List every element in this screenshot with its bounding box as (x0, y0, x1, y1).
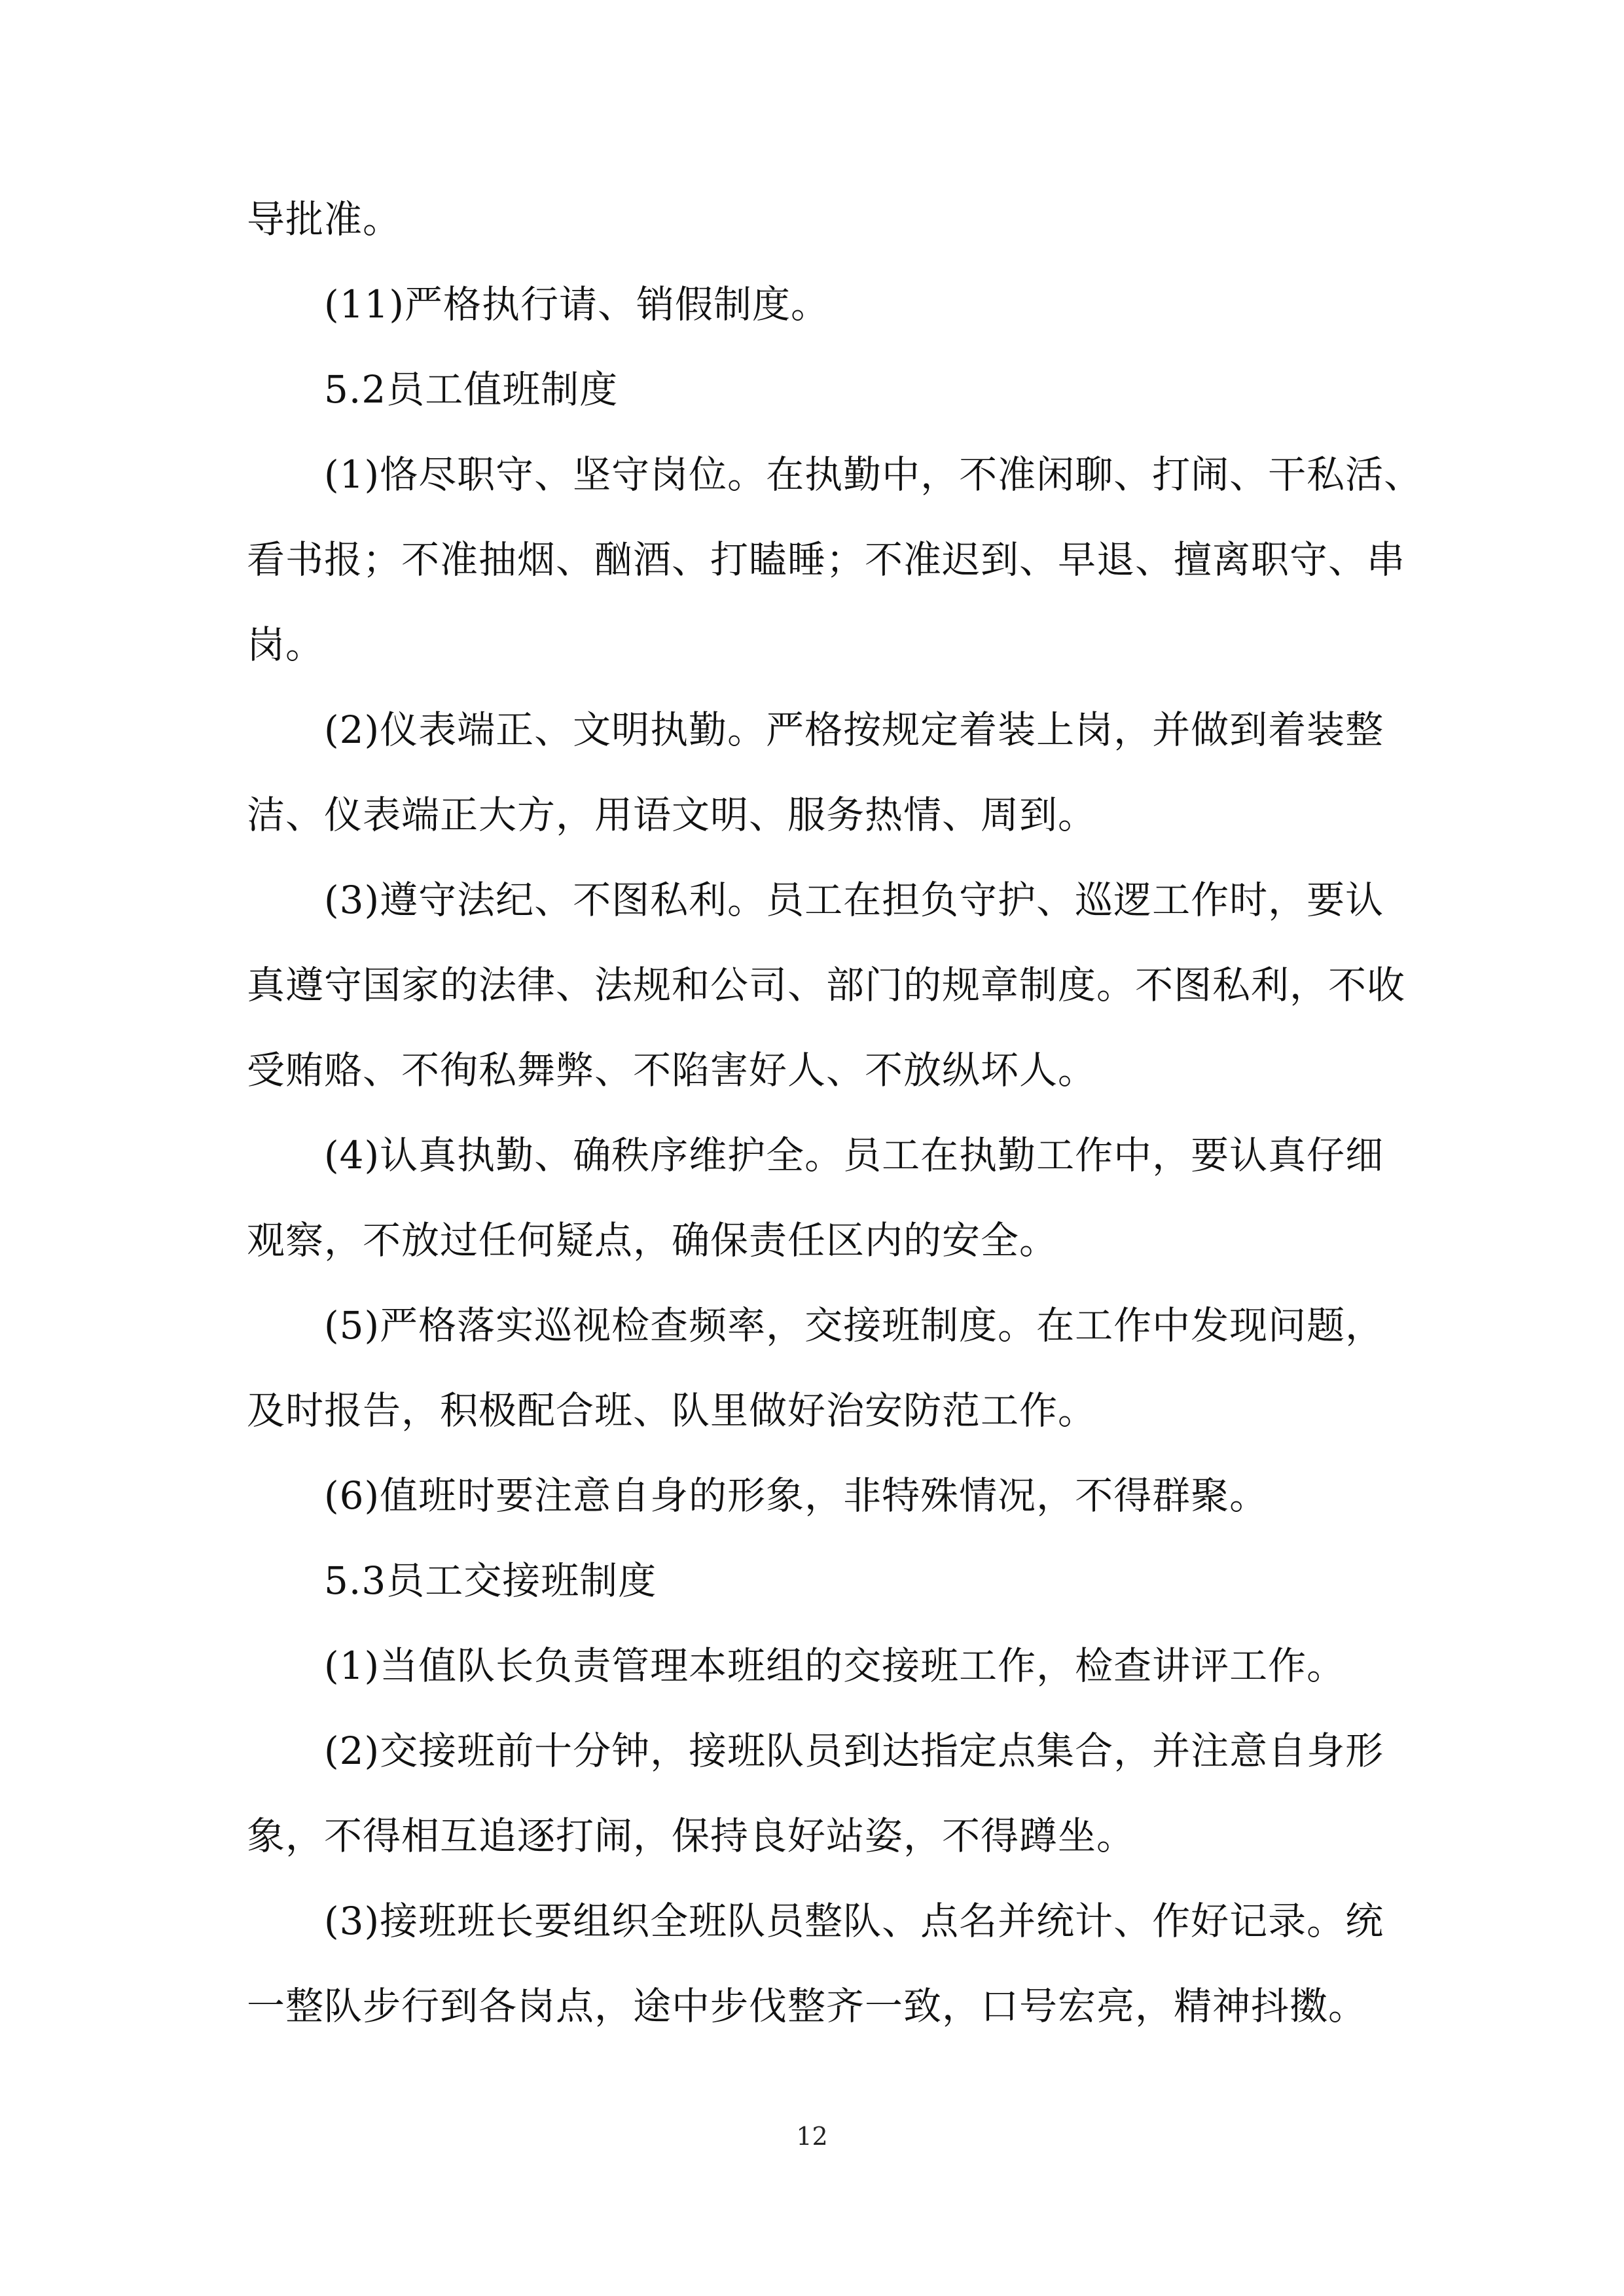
text-line-item-3: (3)接班班长要组织全班队员整队、点名并统计、作好记录。统 (324, 1899, 1384, 1943)
page-number: 12 (796, 2122, 828, 2151)
text-line: 洁、仪表端正大方，用语文明、服务热情、周到。 (247, 793, 1097, 837)
text-line: 看书报；不准抽烟、酗酒、打瞌睡；不准迟到、早退、擅离职守、串 (247, 537, 1406, 582)
text-line: 及时报告，积极配合班、队里做好治安防范工作。 (247, 1388, 1097, 1433)
text-line: 真遵守国家的法律、法规和公司、部门的规章制度。不图私利，不收 (247, 963, 1406, 1007)
section-heading-5-3: 5.3员工交接班制度 (324, 1558, 657, 1603)
text-line-item-11: (11)严格执行请、销假制度。 (324, 282, 830, 327)
text-line-item-2: (2)仪表端正、文明执勤。严格按规定着装上岗，并做到着装整 (324, 708, 1384, 752)
text-line-continuation: 导批准。 (247, 197, 402, 242)
text-line-item-1: (1)恪尽职守、坚守岗位。在执勤中，不准闲聊、打闹、干私活、 (324, 452, 1423, 497)
text-line-item-4: (4)认真执勤、确秩序维护全。员工在执勤工作中，要认真仔细 (324, 1133, 1384, 1177)
text-line: 一整队步行到各岗点，途中步伐整齐一致，口号宏亮，精神抖擞。 (247, 1984, 1367, 2028)
text-line-item-5: (5)严格落实巡视检查频率，交接班制度。在工作中发现问题， (324, 1303, 1384, 1348)
text-line: 受贿赂、不徇私舞弊、不陷害好人、不放纵坏人。 (247, 1048, 1097, 1092)
text-line-item-6: (6)值班时要注意自身的形象，非特殊情况，不得群聚。 (324, 1473, 1269, 1518)
text-line-item-2: (2)交接班前十分钟，接班队员到达指定点集合，并注意自身形 (324, 1729, 1384, 1773)
text-line: 象，不得相互追逐打闹，保持良好站姿，不得蹲坐。 (247, 1814, 1136, 1858)
text-line: 观察，不放过任何疑点，确保责任区内的安全。 (247, 1218, 1058, 1263)
text-line: 岗。 (247, 622, 325, 667)
section-heading-5-2: 5.2员工值班制度 (324, 367, 619, 412)
text-line-item-1: (1)当值队长负责管理本班组的交接班工作，检查讲评工作。 (324, 1643, 1346, 1688)
text-line-item-3: (3)遵守法纪、不图私利。员工在担负守护、巡逻工作时，要认 (324, 878, 1384, 922)
